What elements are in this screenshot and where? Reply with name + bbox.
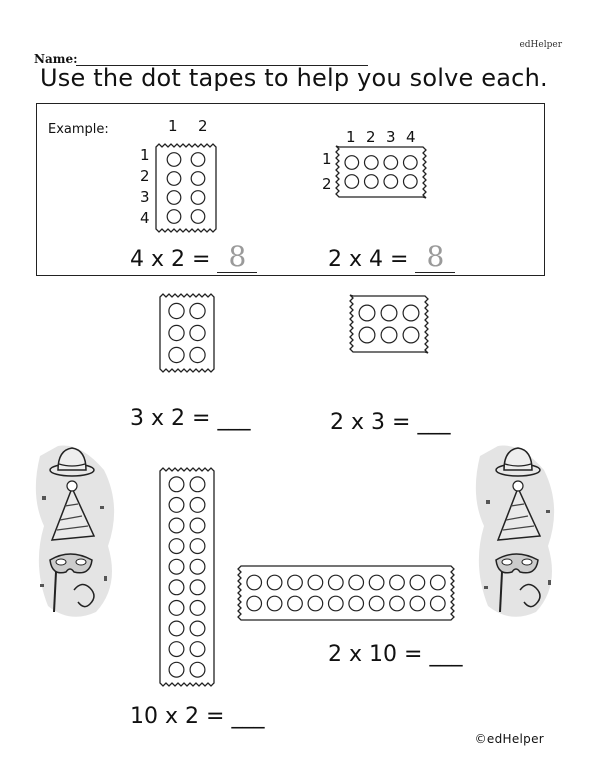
tape-dot bbox=[190, 477, 205, 492]
example-equation-1 bbox=[130, 240, 257, 273]
tape-dot bbox=[349, 596, 364, 611]
problem-2-dot-tape bbox=[346, 292, 432, 356]
tape-dot bbox=[191, 172, 205, 186]
tape-dot bbox=[359, 327, 375, 343]
party-clipart-left bbox=[30, 436, 122, 624]
tape-dot bbox=[390, 575, 405, 590]
example-answer: 8 bbox=[228, 240, 247, 273]
tape-dot bbox=[167, 153, 181, 167]
tape-dot bbox=[404, 156, 418, 170]
tape-dot bbox=[403, 327, 419, 343]
tape-dot bbox=[190, 518, 205, 533]
problem-4-dot-tape bbox=[234, 562, 458, 624]
problem-3-dot-tape bbox=[156, 464, 218, 690]
tape-dot bbox=[329, 596, 344, 611]
equation-expression: 3 x 2 = bbox=[130, 406, 211, 431]
example-col-number: 3 bbox=[386, 128, 396, 146]
tape-dot bbox=[191, 153, 205, 167]
tape-dot bbox=[169, 642, 184, 657]
example-row-number: 1 bbox=[322, 150, 332, 168]
tape-dot bbox=[190, 498, 205, 513]
tape-dot bbox=[190, 303, 205, 318]
tape-dot bbox=[167, 172, 181, 186]
tape-dot bbox=[308, 575, 323, 590]
tape-dot bbox=[190, 539, 205, 554]
tape-dot bbox=[247, 596, 262, 611]
example-horizontal-dot-tape bbox=[332, 143, 430, 201]
tape-dot bbox=[190, 559, 205, 574]
tape-outline bbox=[160, 294, 214, 372]
tape-dot bbox=[169, 303, 184, 318]
tape-dot bbox=[329, 575, 344, 590]
tape-dot bbox=[190, 601, 205, 616]
instructions: Use the dot tapes to help you solve each. bbox=[40, 64, 548, 92]
party-clipart-right bbox=[470, 436, 562, 624]
tape-dot bbox=[384, 156, 398, 170]
tape-dot bbox=[191, 191, 205, 205]
example-answer: 8 bbox=[426, 240, 445, 273]
example-row-number: 4 bbox=[140, 209, 150, 227]
tape-dot bbox=[267, 596, 282, 611]
tape-dot bbox=[349, 575, 364, 590]
tape-dot bbox=[169, 601, 184, 616]
tape-dot bbox=[410, 575, 425, 590]
answer-blank[interactable]: ___ bbox=[429, 642, 463, 667]
tape-dot bbox=[390, 596, 405, 611]
tape-dot bbox=[190, 642, 205, 657]
tape-dot bbox=[190, 580, 205, 595]
example-col-number: 1 bbox=[346, 128, 356, 146]
tape-dot bbox=[381, 327, 397, 343]
tape-dot bbox=[190, 621, 205, 636]
tape-dot bbox=[288, 596, 303, 611]
tape-dot bbox=[169, 477, 184, 492]
tape-dot bbox=[190, 662, 205, 677]
tape-outline bbox=[238, 566, 454, 620]
tape-dot bbox=[410, 596, 425, 611]
equation-expression: 2 x 3 = bbox=[330, 410, 411, 435]
equation-expression: 4 x 2 = bbox=[130, 247, 211, 272]
equation-expression: 2 x 10 = bbox=[328, 642, 423, 667]
name-label: Name: bbox=[34, 52, 78, 66]
example-col-number: 2 bbox=[198, 117, 208, 135]
tape-dot bbox=[169, 325, 184, 340]
tape-dot bbox=[267, 575, 282, 590]
tape-dot bbox=[381, 305, 397, 321]
example-equation-2 bbox=[328, 240, 455, 273]
tape-dot bbox=[247, 575, 262, 590]
copyright-label: ©edHelper bbox=[474, 732, 544, 746]
problem-1-dot-tape bbox=[156, 290, 218, 376]
answer-blank bbox=[217, 240, 257, 273]
tape-dot bbox=[369, 596, 384, 611]
tape-dot bbox=[169, 621, 184, 636]
tape-dot bbox=[288, 575, 303, 590]
answer-blank bbox=[415, 240, 455, 273]
example-row-number: 3 bbox=[140, 188, 150, 206]
tape-dot bbox=[191, 210, 205, 224]
example-row-number: 2 bbox=[140, 167, 150, 185]
tape-dot bbox=[169, 559, 184, 574]
tape-dot bbox=[167, 210, 181, 224]
answer-blank[interactable]: ___ bbox=[231, 704, 265, 729]
answer-blank[interactable]: ___ bbox=[417, 410, 451, 435]
equation-expression: 10 x 2 = bbox=[130, 704, 225, 729]
tape-dot bbox=[190, 325, 205, 340]
tape-dot bbox=[403, 305, 419, 321]
problem-1-equation bbox=[130, 406, 250, 431]
tape-dot bbox=[169, 539, 184, 554]
brand-label: edHelper bbox=[519, 40, 562, 50]
tape-dot bbox=[365, 156, 379, 170]
example-vertical-dot-tape bbox=[152, 140, 220, 236]
equation-expression: 2 x 4 = bbox=[328, 247, 409, 272]
tape-dot bbox=[369, 575, 384, 590]
tape-dot bbox=[345, 175, 359, 189]
tape-outline bbox=[160, 468, 214, 686]
tape-dot bbox=[431, 575, 446, 590]
tape-outline bbox=[336, 146, 426, 198]
example-col-number: 4 bbox=[406, 128, 416, 146]
tape-dot bbox=[169, 347, 184, 362]
tape-dot bbox=[365, 175, 379, 189]
tape-dot bbox=[169, 498, 184, 513]
problem-4-equation bbox=[328, 642, 462, 667]
example-row-number: 1 bbox=[140, 146, 150, 164]
answer-blank[interactable]: ___ bbox=[217, 406, 251, 431]
example-row-number: 2 bbox=[322, 175, 332, 193]
tape-dot bbox=[404, 175, 418, 189]
tape-outline bbox=[156, 144, 216, 232]
tape-outline bbox=[350, 295, 428, 353]
tape-dot bbox=[167, 191, 181, 205]
example-box bbox=[36, 103, 545, 276]
tape-dot bbox=[384, 175, 398, 189]
example-col-number: 2 bbox=[366, 128, 376, 146]
tape-dot bbox=[169, 518, 184, 533]
tape-dot bbox=[308, 596, 323, 611]
example-col-number: 1 bbox=[168, 117, 178, 135]
tape-dot bbox=[169, 580, 184, 595]
tape-dot bbox=[169, 662, 184, 677]
tape-dot bbox=[431, 596, 446, 611]
problem-3-equation bbox=[130, 704, 264, 729]
tape-dot bbox=[359, 305, 375, 321]
tape-dot bbox=[345, 156, 359, 170]
example-label: Example: bbox=[48, 122, 109, 137]
problem-2-equation bbox=[330, 410, 450, 435]
tape-dot bbox=[190, 347, 205, 362]
